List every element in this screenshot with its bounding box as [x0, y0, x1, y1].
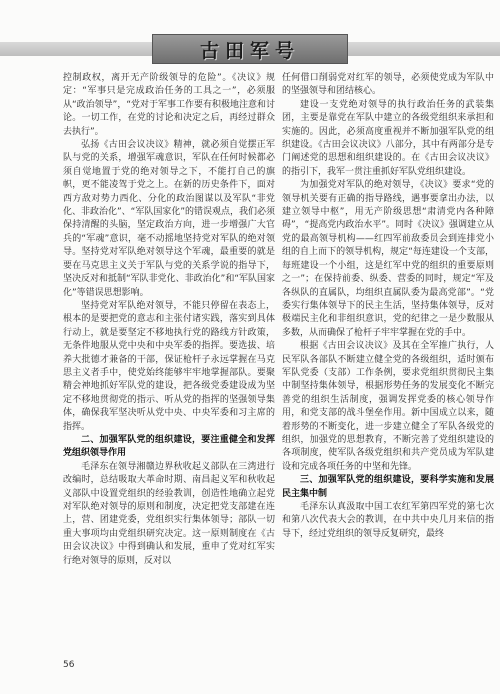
right-paragraph-2: 建设一支党绝对领导的执行政治任务的武装集团，主要是靠党在军队中建立的各级党组织来承担和实施的。因此，必须高度重视并不断加强军队党的组织建设。《古田会议决议》八部分，其中有两部分是专门阐述党的思想和组织建设的。在《古田会议决议》的指引下，我军一贯注重抓好军队党组织建设。: [282, 99, 494, 177]
left-paragraph-3: 坚持党对军队绝对领导，不能只停留在表态上，根本的是要把党的意志和主张付诸实践，落实到具体行动上，就是要坚定不移地执行党的路线方针政策，无条件地服从党中央和中央军委的指挥。要选拔、培养大批德才兼备的干部，保证枪杆子永远掌握在马克思主义者手中，使党始终能够牢牢地掌握部队。要聚精会神地抓好军队党的建设，把各级党委建设成为坚定不移地贯彻党的指示、听从党的指挥的坚强领导集体，确保我军坚决听从党中央、中央军委和习主席的指挥。: [63, 300, 275, 432]
page-number: 56: [63, 660, 75, 670]
left-column: [63, 72, 275, 568]
left-paragraph-4: 毛泽东在领导湘赣边界秋收起义部队在三湾进行改编时，总结吸取大革命时期、南昌起义军和秋收起义部队中设置党组织的经验教训，创造性地确立起党对军队绝对领导的原则和制度，决定把党支部建在连上，营、团建党委，党组织实行集体领导；部队一切重大事项均由党组织研究决定。这一原则制度在《古田会议决议》中得到确认和发展，重申了党对红军实行绝对领导的原则，反对以: [63, 461, 275, 566]
left-paragraph-2: 弘扬《古田会议决议》精神，就必须自觉摆正军队与党的关系，增强军魂意识，军队在任何时候都必须自觉地置于党的绝对领导之下，不能打自己的旗帜，更不能凌驾于党之上。在新的历史条件下，面对西方敌对势力西化、分化的政治图谋以及军队“非党化、非政治化”、“军队国家化”的错误观点，我们必须保持清醒的头脑，坚定政治方向，进一步增强广大官兵的“军魂”意识，毫不动摇地坚持党对军队的绝对领导。坚持党对军队绝对领导这个军魂，最重要的就是要在马克思主义关于军队与党的关系学说的指导下，坚决反对和抵制“军队非党化、非政治化”和“军队国家化”等错误思想影响。: [63, 140, 275, 298]
right-paragraph-3: 为加强党对军队的绝对领导，《决议》要求“党的领导机关要有正确的指导路线，遇事要拿出办法，以建立领导中枢”，用无产阶级思想“肃清党内各种障碍”，“提高党内政治水平”。同时《决议》强调建立从党的最高领导机构——红四军前敌委员会到连排党小组的自上而下的领导机构，规定“每连建设一个支部，每班建设一个小组，这是红军中党的组织的重要原则之一”；在保持前委、纵委、营委的同时，规定“军及各纵队的直属队，均组织直属队委为最高党部”。“党委实行集体领导下的民主生活，坚持集体领导，反对极端民主化和非组织意识，党的纪律之一是少数服从多数，从而确保了枪杆子牢牢掌握在党的手中。: [282, 180, 494, 338]
header-title-block: [152, 34, 348, 64]
left-paragraph-1: 控制政权，离开无产阶级领导的危险”。《决议》规定：“军事只是完成政治任务的工具之一”，必须服从“政治领导”，“党对于军事工作要有积极地注意和讨论。一切工作，在党的讨论和决定之后，再经过群众去执行”。: [63, 73, 275, 137]
right-paragraph-1: 任何借口削弱党对红军的领导，必须使党成为军队中的坚强领导和团结核心。: [282, 73, 494, 97]
right-paragraph-4: 根据《古田会议决议》及其在全军推广执行，人民军队各部队不断建立健全党的各级组织，适时颁布军队党委（支部）工作条例，要求党组织贯彻民主集中制坚持集体领导，根据形势任务的发展变化不断完善党的组织生活制度，强调发挥党委的核心领导作用，和党支部的战斗堡垒作用。新中国成立以来，随着形势的不断变化，进一步建立健全了军队各级党的组织，加强党的思想教育，不断完善了党组织建设的各项制度，使军队各级党组织和共产党员成为军队建设和完成各项任务的中坚和先锋。: [282, 341, 494, 472]
right-paragraph-5: 毛泽东认真汲取中国工农红军第四军党的第七次和第八次代表大会的教训，在中共中央几月来信的指导下，经过党组织的领导反复研究，最终: [282, 502, 494, 539]
right-column: [282, 72, 494, 541]
section-heading-2: 二、加强军队党的组织建设，要注重健全和发挥党组织领导作用: [63, 434, 275, 459]
header-banner: [0, 34, 500, 64]
header-title: 古田军号: [199, 39, 300, 62]
section-heading-3: 三、加强军队党的组织建设，要科学实施和发展民主集中制: [282, 475, 494, 499]
